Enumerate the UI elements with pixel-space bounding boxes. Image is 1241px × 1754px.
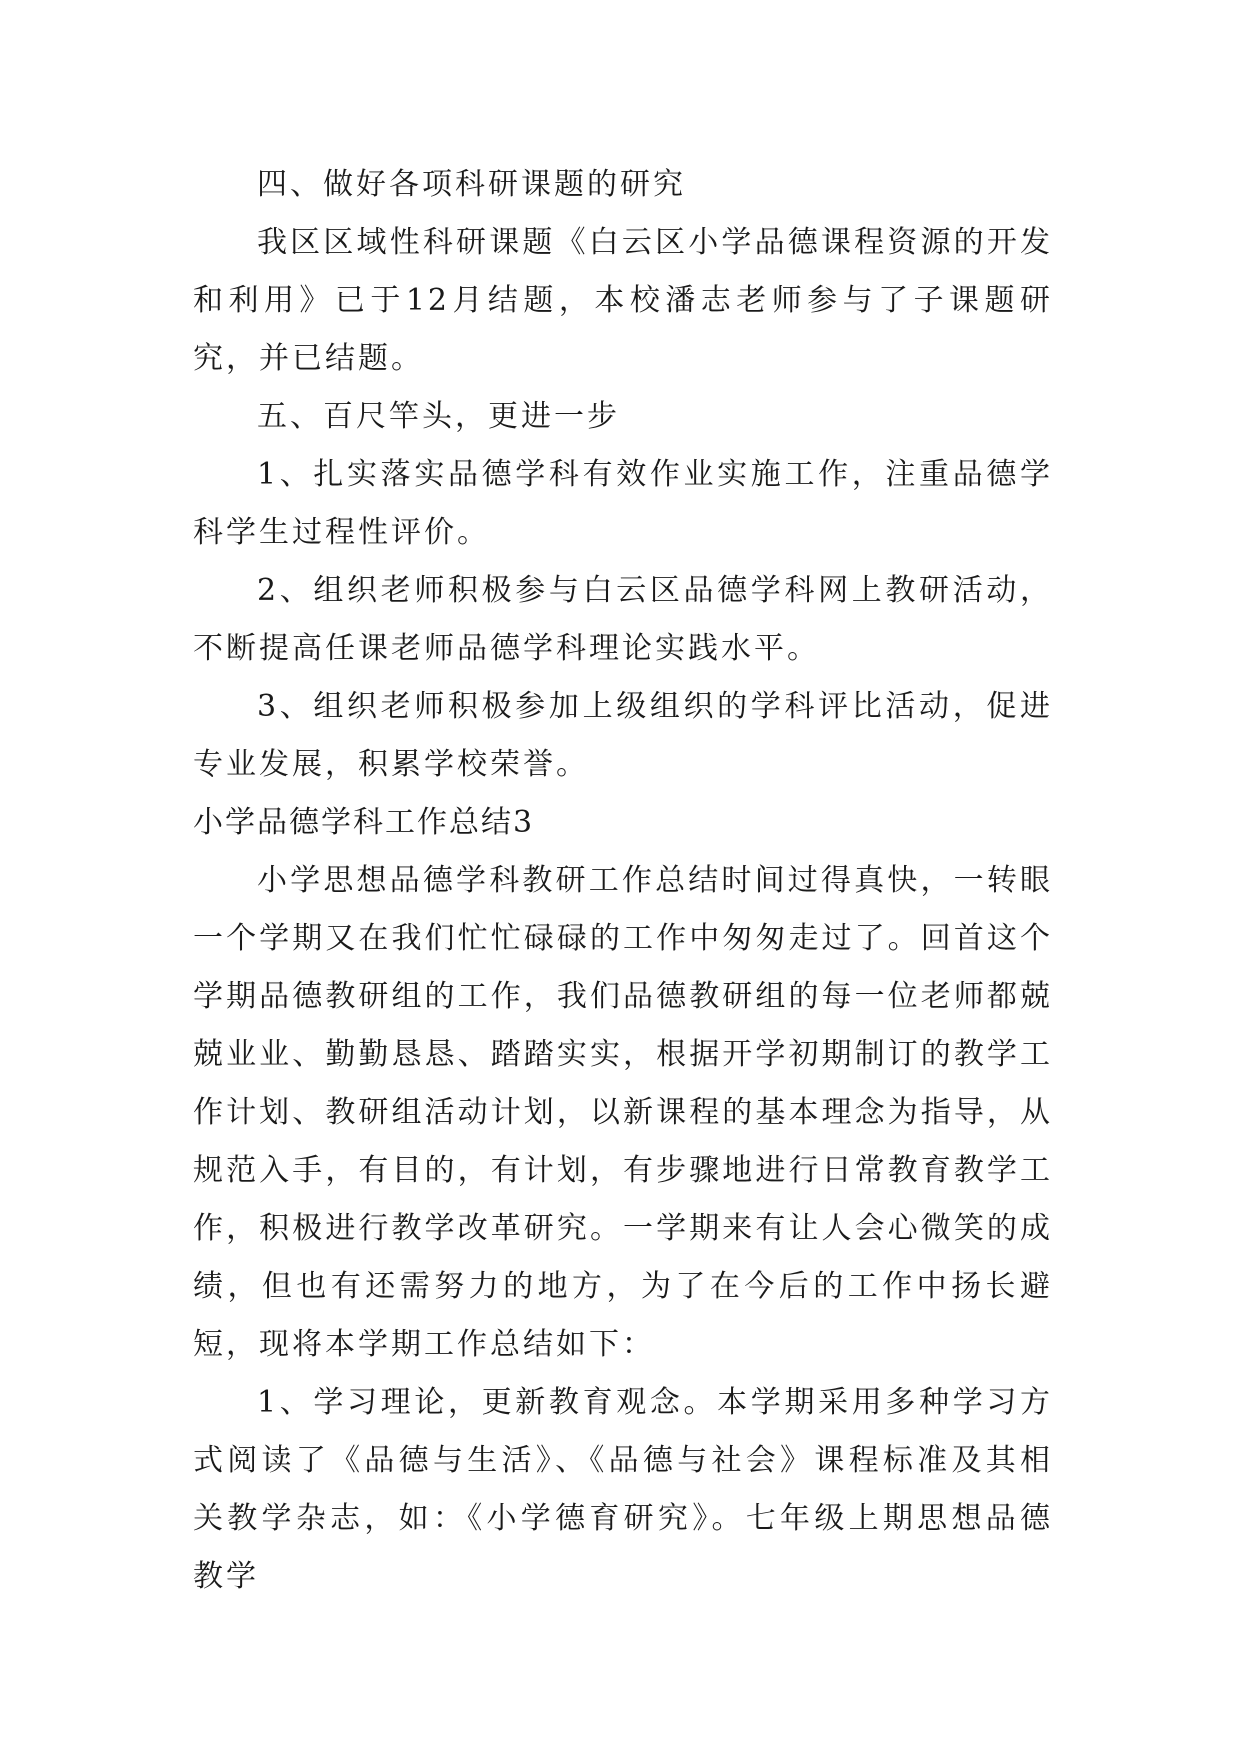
paragraph-research-project: 我区区域性科研课题《白云区小学品德课程资源的开发和利用》已于12月结题，本校潘志老师参与了子课题研究，并已结题。 <box>193 225 1053 376</box>
list-item-1: 1、扎实落实品德学科有效作业实施工作，注重品德学科学生过程性评价。 <box>193 457 1053 550</box>
document-subtitle: 小学品德学科工作总结3 <box>193 805 535 840</box>
document-body <box>193 156 1053 1606</box>
list-item-3: 3、组织老师积极参加上级组织的学科评比活动，促进专业发展，积累学校荣誉。 <box>193 689 1053 782</box>
section-heading-research: 四、做好各项科研课题的研究 <box>257 167 686 202</box>
paragraph-theory-study: 1、学习理论，更新教育观念。本学期采用多种学习方式阅读了《品德与生活》、《品德与社会》课程标准及其相关教学杂志，如：《小学德育研究》。七年级上期思想品德教学 <box>193 1385 1053 1594</box>
list-item-2: 2、组织老师积极参与白云区品德学科网上教研活动，不断提高任课老师品德学科理论实践水平。 <box>193 573 1053 666</box>
section-heading-progress: 五、百尺竿头，更进一步 <box>257 399 620 434</box>
paragraph-summary-intro: 小学思想品德学科教研工作总结时间过得真快，一转眼一个学期又在我们忙忙碌碌的工作中匆匆走过了。回首这个学期品德教研组的工作，我们品德教研组的每一位老师都兢兢业业、勤勤恳恳、踏踏实实，根据开学初期制订的教学工作计划、教研组活动计划，以新课程的基本理念为指导，从规范入手，有目的，有计划，有步骤地进行日常教育教学工作，积极进行教学改革研究。一学期来有让人会心微笑的成绩，但也有还需努力的地方，为了在今后的工作中扬长避短，现将本学期工作总结如下： <box>193 863 1053 1362</box>
